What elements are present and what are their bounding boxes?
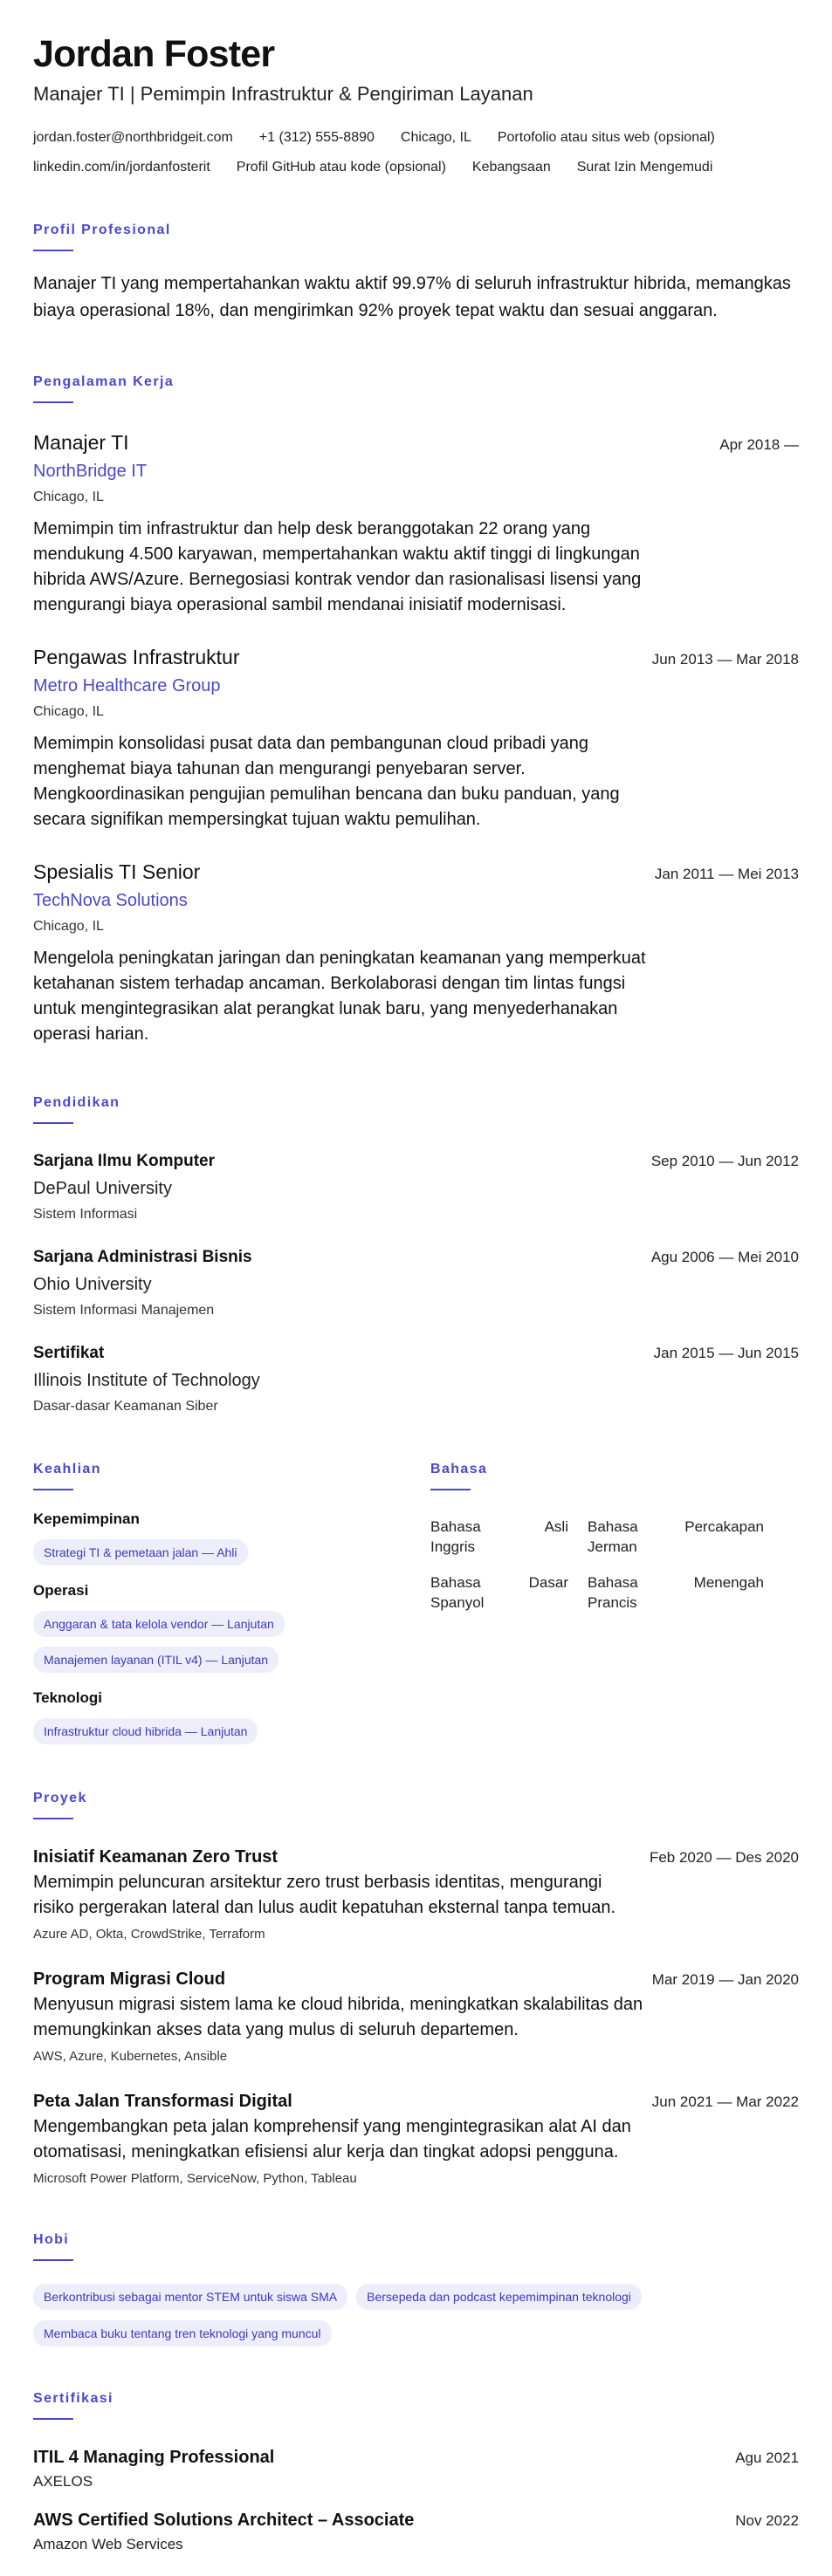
project-description: Menyusun migrasi sistem lama ke cloud hibrida, meningkatkan skalabilitas dan memungkinkan akses data yang mulus di seluruh departemen. xyxy=(33,1995,643,2039)
job-company: NorthBridge IT xyxy=(33,462,148,481)
project-tech: AWS, Azure, Kubernetes, Ansible xyxy=(33,2049,228,2064)
job-entry xyxy=(33,644,799,832)
education-dates: Sep 2010 — Jun 2012 xyxy=(650,1153,799,1169)
section-divider xyxy=(33,2259,73,2261)
education-degree: Sarjana Ilmu Komputer xyxy=(33,1152,215,1170)
skill-chip: Manajemen layanan (ITIL v4) — Lanjutan xyxy=(33,1647,278,1673)
education-school: Ohio University xyxy=(33,1275,152,1294)
section-title: Sertifikasi xyxy=(33,2391,113,2406)
section-title: Bahasa xyxy=(430,1462,488,1476)
language-name: Bahasa Spanyol xyxy=(430,1574,485,1611)
resume-header xyxy=(33,31,799,176)
education-entry xyxy=(33,1150,799,1223)
education-field: Sistem Informasi xyxy=(33,1207,138,1222)
skill-chip: Infrastruktur cloud hibrida — Lanjutan xyxy=(33,1718,258,1744)
experience-section xyxy=(33,373,799,1047)
job-dates: Jun 2013 — Mar 2018 xyxy=(651,651,799,668)
language-name: Bahasa Jerman xyxy=(588,1518,638,1555)
project-description: Memimpin peluncuran arsitektur zero trust berbasis identitas, mengurangi risiko pergerakan lateral dan lulus audit kepatuhan eksternal tanpa temuan. xyxy=(33,1873,616,1917)
hobby-chip: Bersepeda dan podcast kepemimpinan teknologi xyxy=(356,2284,642,2310)
hobby-chip: Berkontribusi sebagai mentor STEM untuk siswa SMA xyxy=(33,2284,347,2310)
language-list xyxy=(430,1517,799,1613)
education-section xyxy=(33,1094,799,1415)
section-title: Profil Profesional xyxy=(33,223,171,237)
education-degree: Sarjana Administrasi Bisnis xyxy=(33,1248,252,1266)
project-dates: Jun 2021 — Mar 2022 xyxy=(651,2093,799,2110)
section-divider xyxy=(33,250,73,251)
language-level: Asli xyxy=(544,1518,568,1535)
job-dates: Apr 2018 — xyxy=(719,436,799,453)
summary-text: Manajer TI yang mempertahankan waktu aktif 99.97% di seluruh infrastruktur hibrida, memangkas biaya operasional 18%, dan mengirimkan 92% proyek tepat waktu dan sesuai anggaran. xyxy=(33,274,791,320)
languages-section xyxy=(430,1461,799,1744)
project-entry xyxy=(33,2090,799,2188)
job-dates: Jan 2011 — Mei 2013 xyxy=(654,866,799,882)
job-location: Chicago, IL xyxy=(33,919,104,934)
job-location: Chicago, IL xyxy=(33,490,104,504)
education-school: Illinois Institute of Technology xyxy=(33,1371,260,1390)
section-title: Pendidikan xyxy=(33,1095,120,1110)
contact-list xyxy=(33,129,799,176)
project-entry xyxy=(33,1846,799,1943)
certification-entry xyxy=(33,2446,799,2491)
education-entry xyxy=(33,1246,799,1319)
language-level: Percakapan xyxy=(684,1518,764,1535)
certifications-section xyxy=(33,2390,799,2554)
section-title: Keahlian xyxy=(33,1462,101,1476)
education-entry xyxy=(33,1342,799,1415)
hobby-chip: Membaca buku tentang tren teknologi yang muncul xyxy=(33,2320,332,2346)
contact-email[interactable]: jordan.foster@northbridgeit.com xyxy=(33,130,233,145)
section-title: Proyek xyxy=(33,1791,87,1805)
certification-issuer: Amazon Web Services xyxy=(33,2536,183,2552)
section-divider xyxy=(33,1818,73,1819)
job-location: Chicago, IL xyxy=(33,704,104,719)
job-title: Manajer TI xyxy=(33,431,129,454)
project-title: Peta Jalan Transformasi Digital xyxy=(33,2092,292,2111)
contact-linkedin[interactable]: linkedin.com/in/jordanfosterit xyxy=(33,160,210,175)
project-dates: Mar 2019 — Jan 2020 xyxy=(651,1971,799,1988)
certification-name: ITIL 4 Managing Professional xyxy=(33,2448,275,2467)
projects-section xyxy=(33,1790,799,2188)
candidate-headline: Manajer TI | Pemimpin Infrastruktur & Pengiriman Layanan xyxy=(33,83,533,105)
education-field: Dasar-dasar Keamanan Siber xyxy=(33,1399,218,1414)
contact-drivers-license: Surat Izin Mengemudi xyxy=(576,160,713,175)
certification-issuer: AXELOS xyxy=(33,2473,93,2490)
skills-languages-row xyxy=(33,1461,799,1744)
job-description: Memimpin konsolidasi pusat data dan pembangunan cloud pribadi yang menghemat biaya tahunan dan mengurangi penyebaran server. Mengkoordinasikan pengujian pemulihan bencana dan buku panduan, yang secara signifikan mempersingkat tujuan waktu pemulihan. xyxy=(33,734,620,829)
education-field: Sistem Informasi Manajemen xyxy=(33,1303,215,1318)
education-degree: Sertifikat xyxy=(33,1344,105,1362)
certification-date: Nov 2022 xyxy=(735,2512,799,2529)
job-entry xyxy=(33,429,799,618)
job-entry xyxy=(33,859,799,1047)
project-entry xyxy=(33,1968,799,2066)
project-title: Inisiatif Keamanan Zero Trust xyxy=(33,1847,278,1867)
education-dates: Jan 2015 — Jun 2015 xyxy=(653,1345,799,1361)
skill-group xyxy=(33,1581,430,1673)
job-company: TechNova Solutions xyxy=(33,891,188,910)
certification-entry xyxy=(33,2509,799,2554)
project-dates: Feb 2020 — Des 2020 xyxy=(649,1849,799,1866)
section-divider xyxy=(430,1489,471,1490)
job-title: Spesialis TI Senior xyxy=(33,860,201,883)
project-title: Program Migrasi Cloud xyxy=(33,1970,226,1989)
education-school: DePaul University xyxy=(33,1179,172,1198)
contact-nationality: Kebangsaan xyxy=(471,160,551,175)
skill-chip: Anggaran & tata kelola vendor — Lanjutan xyxy=(33,1611,285,1637)
contact-phone[interactable]: +1 (312) 555-8890 xyxy=(258,130,375,145)
summary-section xyxy=(33,222,799,325)
contact-location: Chicago, IL xyxy=(400,130,471,145)
job-description: Mengelola peningkatan jaringan dan peningkatan keamanan yang memperkuat ketahanan sistem terhadap ancaman. Berkolaborasi dengan tim lintas fungsi untuk mengintegrasikan alat perangkat lunak baru, yang menyederhanakan operasi harian. xyxy=(33,949,646,1044)
language-level: Dasar xyxy=(528,1574,568,1591)
job-title: Pengawas Infrastruktur xyxy=(33,646,240,668)
section-title: Pengalaman Kerja xyxy=(33,374,175,389)
skill-group xyxy=(33,1510,430,1565)
contact-github[interactable]: Profil GitHub atau kode (opsional) xyxy=(236,160,446,175)
section-divider xyxy=(33,2418,73,2420)
hobby-list xyxy=(33,2284,799,2346)
skills-section xyxy=(33,1461,430,1744)
section-title: Hobi xyxy=(33,2232,70,2247)
job-description: Memimpin tim infrastruktur dan help desk beranggotakan 22 orang yang mendukung 4.500 karyawan, mempertahankan waktu aktif tinggi di lingkungan hibrida AWS/Azure. Bernegosiasi kontrak vendor dan rasionalisasi lisensi yang mengurangi biaya operasional sambil mendanai inisiatif modernisasi. xyxy=(33,519,642,614)
section-divider xyxy=(33,1489,73,1490)
contact-portfolio[interactable]: Portofolio atau situs web (opsional) xyxy=(497,130,715,145)
certification-date: Agu 2021 xyxy=(735,2449,799,2466)
candidate-name: Jordan Foster xyxy=(33,33,275,75)
project-tech: Azure AD, Okta, CrowdStrike, Terraform xyxy=(33,1927,265,1942)
education-dates: Agu 2006 — Mei 2010 xyxy=(650,1249,799,1265)
language-name: Bahasa Prancis xyxy=(588,1574,638,1611)
project-tech: Microsoft Power Platform, ServiceNow, Python, Tableau xyxy=(33,2171,357,2186)
skill-group-name: Operasi xyxy=(33,1582,89,1599)
hobbies-section xyxy=(33,2231,799,2346)
certification-name: AWS Certified Solutions Architect – Associate xyxy=(33,2511,415,2530)
skill-group-name: Teknologi xyxy=(33,1689,103,1706)
skill-group-name: Kepemimpinan xyxy=(33,1511,140,1527)
skill-chip: Strategi TI & pemetaan jalan — Ahli xyxy=(33,1539,248,1565)
job-company: Metro Healthcare Group xyxy=(33,676,221,695)
section-divider xyxy=(33,401,73,403)
project-description: Mengembangkan peta jalan komprehensif yang mengintegrasikan alat AI dan otomatisasi, meningkatkan efisiensi alur kerja dan tingkat adopsi pengguna. xyxy=(33,2117,631,2162)
section-divider xyxy=(33,1122,73,1124)
skill-group xyxy=(33,1689,430,1744)
language-name: Bahasa Inggris xyxy=(430,1518,481,1555)
language-level: Menengah xyxy=(693,1574,764,1591)
